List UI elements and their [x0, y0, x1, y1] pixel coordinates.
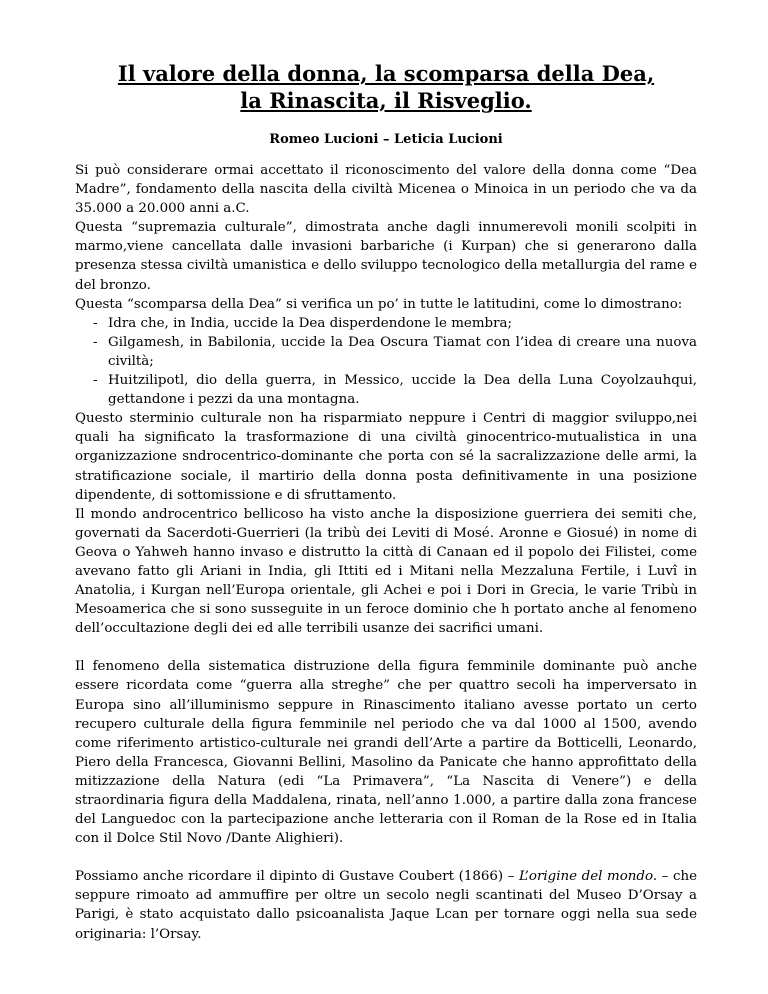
title-line-1: Il valore della donna, la scomparsa della Dea,	[117, 61, 655, 86]
list-item: - Idra che, in India, uccide la Dea disperdendone le membra;	[93, 314, 697, 333]
painting-title: L’origine del mondo.	[519, 869, 658, 885]
paragraph-7-text-a: Possiamo anche ricordare il dipinto di Gustave Coubert (1866) –	[75, 869, 519, 885]
paragraph-7	[75, 867, 697, 943]
paragraph-3: Questa “scomparsa della Dea” si verifica un po’ in tutte le latitudini, come lo dimostrano:	[75, 296, 683, 312]
paragraph-5: Il mondo androcentrico bellicoso ha visto anche la disposizione guerriera dei semiti che, governati da Sacerdoti-Guerrieri (la tribù dei Leviti di Mosé. Aronne e Giosué) in nome di Geova o Yahweh hanno invaso e distrutto la città di Canaan ed il popolo dei Filistei, come avevano fatto gli Ariani in India, gli Ittiti ed i Mitani nella Mezzaluna Fertile, i Luvî in Anatolia, i Kurgan nell’Europa orientale, gli Achei e poi i Dori in Grecia, le varie Tribù in Mesoamerica che si sono susseguite in un feroce dominio che h portato anche al fenomeno dell’occultazione degli dei ed alle terribili usanze dei sacrifici umani.	[75, 506, 697, 637]
dash-list	[75, 314, 697, 409]
document-body	[75, 161, 697, 944]
title-line-2: la Rinascita, il Risveglio.	[240, 88, 532, 113]
paragraph-4: Questo sterminio culturale non ha risparmiato neppure i Centri di maggior sviluppo,nei quali ha significato la trasformazione di una civiltà ginocentrico-mutualistica in una organizzazione sndrocentrico-dominante che porta con sé la sacralizzazione delle armi, la stratificazione sociale, il martirio della donna posta definitivamente in una posizione dipendente, di sottomissione e di sfruttamento.	[75, 411, 697, 503]
paragraph-1: Si può considerare ormai accettato il riconoscimento del valore della donna come “Dea Madre”, fondamento della nascita della civiltà Micenea o Minoica in un periodo che va da 35.000 a 20.000 anni a.C.	[75, 163, 697, 217]
authors: Romeo Lucioni – Leticia Lucioni	[269, 132, 503, 147]
document-page	[75, 60, 697, 944]
paragraph-6: Il fenomeno della sistematica distruzione della figura femminile dominante può anche essere ricordata come “guerra alla streghe” che per quattro secoli ha imperversato in Europa sino all’illuminismo seppure in Rinascimento italiano avesse portato un certo recupero culturale della figura femminile nel periodo che va dal 1000 al 1500, avendo come riferimento artistico-culturale nei grandi dell’Arte a partire da Botticelli, Leonardo, Piero della Francesca, Giovanni Bellini, Masolino da Panicate che hanno approfittato della mitizzazione della Natura (edi “La Primavera”, “La Nascita di Venere”) e della straordinaria figura della Maddalena, rinata, nell’anno 1.000, a partire dalla zona francese del Languedoc con la partecipazione anche letteraria con il Roman de la Rose ed in Italia con il Dolce Stil Novo /Dante Alighieri).	[75, 659, 697, 847]
list-item: - Gilgamesh, in Babilonia, uccide la Dea Oscura Tiamat con l’idea di creare una nuova civiltà;	[93, 333, 697, 371]
list-item: - Huitzilipotl, dio della guerra, in Messico, uccide la Dea della Luna Coyolzauhqui, gettandone i pezzi da una montagna.	[93, 371, 697, 409]
paragraph-7-text-b: – che seppure rimoato ad ammuffire per oltre un secolo negli scantinati del Museo D’Orsay a Parigi, è stato acquistato dallo psicoanalista Jaque Lcan per tornare oggi nella sua sede originaria: l’Orsay.	[75, 869, 697, 942]
paragraph-2: Questa “supremazia culturale”, dimostrata anche dagli innumerevoli monili scolpiti in marmo,viene cancellata dalle invasioni barbariche (i Kurpan) che si generarono dalla presenza stessa civiltà umanistica e dello sviluppo tecnologico della metallurgia del rame e del bronzo.	[75, 220, 697, 293]
document-title	[75, 60, 697, 114]
